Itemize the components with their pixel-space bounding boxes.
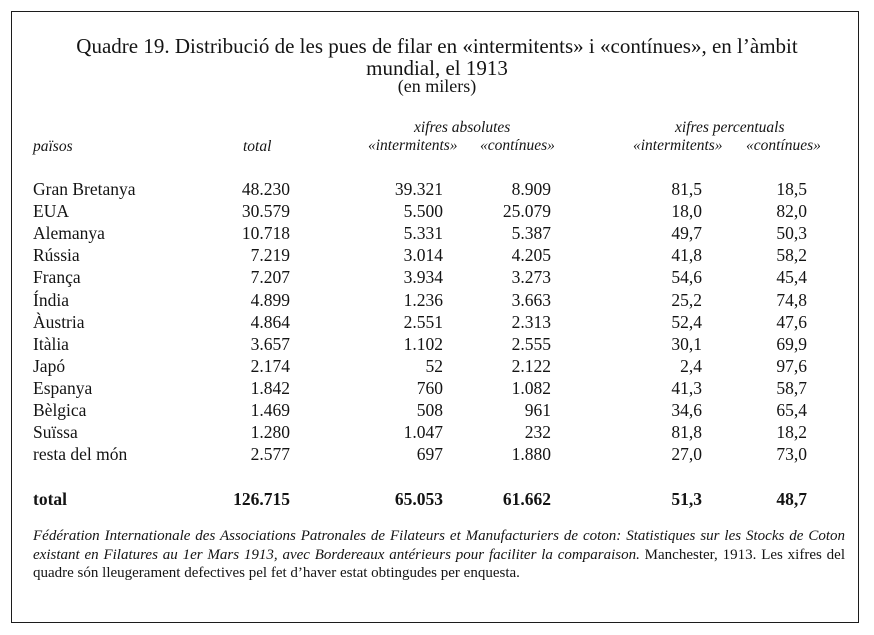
cell-abs-intermittent: 760 — [416, 377, 443, 398]
cell-total: 4.899 — [250, 289, 290, 310]
cell-pct-intermittent: 41,8 — [671, 245, 702, 266]
cell-total: 3.657 — [250, 333, 290, 354]
cell-pct-continuous: 47,6 — [776, 311, 807, 332]
cell-pct-continuous: 65,4 — [776, 400, 807, 420]
header-absolute: xifres absolutes — [414, 119, 511, 136]
header-total: total — [243, 138, 272, 155]
table-title-line1: Quadre 19. Distribució de les pues de filar en «intermitents» i «contínues», en l’àmbit — [76, 34, 798, 58]
cell-pct-intermittent: 18,0 — [671, 201, 702, 222]
cell-abs-continuous: 5.387 — [511, 223, 551, 244]
cell-pct-continuous: 48,7 — [776, 489, 807, 509]
cell-abs-intermittent: 5.331 — [403, 223, 443, 244]
cell-abs-continuous: 4.205 — [511, 245, 551, 266]
cell-total: 2.577 — [250, 444, 290, 465]
cell-pct-continuous: 58,7 — [776, 377, 807, 398]
cell-pct-continuous: 18,5 — [776, 179, 807, 199]
cell-total: 126.715 — [233, 489, 290, 509]
cell-total: 7.207 — [250, 267, 290, 288]
cell-abs-continuous: 961 — [524, 400, 551, 420]
cell-country: Japó — [33, 355, 66, 376]
table-unit: (en milers) — [397, 76, 477, 96]
cell-pct-continuous: 50,3 — [776, 223, 807, 244]
cell-abs-intermittent: 1.102 — [403, 333, 443, 354]
cell-country: total — [33, 489, 68, 509]
cell-abs-continuous: 25.079 — [502, 201, 551, 222]
header-abs-intermittent: «intermitents» — [368, 137, 458, 154]
cell-pct-intermittent: 41,3 — [671, 377, 702, 398]
cell-country: Alemanya — [33, 223, 105, 244]
cell-country: EUA — [33, 201, 69, 222]
source-citation: Fédération Internationale des Associations Patronales de Filateurs et Manufacturiers de coton: Statistiques sur les Stocks de Coton existant en Filatures au 1er Mars 1913, avec Bordereaux antérieurs pour faciliter la comparaison. — [33, 528, 845, 563]
cell-total: 48.230 — [241, 179, 290, 199]
cell-pct-continuous: 69,9 — [776, 333, 807, 354]
cell-pct-continuous: 58,2 — [776, 245, 807, 266]
cell-pct-continuous: 82,0 — [776, 201, 807, 222]
cell-abs-continuous: 3.273 — [511, 267, 551, 288]
header-abs-continuous: «contínues» — [480, 137, 555, 154]
cell-abs-continuous: 2.555 — [511, 333, 551, 354]
header-country: països — [33, 138, 73, 155]
cell-total: 1.842 — [250, 377, 290, 398]
cell-abs-intermittent: 39.321 — [394, 179, 443, 199]
header-pct-continuous: «contínues» — [746, 137, 821, 154]
cell-pct-intermittent: 30,1 — [671, 333, 702, 354]
cell-country: Gran Bretanya — [33, 179, 136, 199]
cell-country: Itàlia — [33, 333, 69, 354]
cell-abs-continuous: 2.122 — [511, 355, 551, 376]
header-pct-intermittent: «intermitents» — [633, 137, 723, 154]
cell-abs-continuous: 1.880 — [511, 444, 551, 465]
cell-abs-intermittent: 697 — [416, 444, 443, 465]
cell-abs-continuous: 1.082 — [511, 377, 551, 398]
cell-total: 4.864 — [250, 311, 290, 332]
cell-pct-intermittent: 2,4 — [680, 355, 702, 376]
cell-total: 1.280 — [250, 422, 290, 443]
cell-pct-intermittent: 49,7 — [671, 223, 702, 244]
cell-abs-intermittent: 5.500 — [403, 201, 443, 222]
cell-abs-intermittent: 52 — [425, 355, 443, 376]
cell-pct-continuous: 73,0 — [776, 444, 807, 465]
cell-abs-continuous: 2.313 — [511, 311, 551, 332]
cell-abs-intermittent: 2.551 — [403, 311, 443, 332]
cell-abs-intermittent: 65.053 — [394, 489, 443, 509]
cell-pct-continuous: 18,2 — [776, 422, 807, 443]
cell-pct-continuous: 97,6 — [776, 355, 807, 376]
cell-country: Suïssa — [33, 422, 78, 443]
header-percent: xifres percentuals — [675, 119, 785, 136]
cell-pct-intermittent: 25,2 — [671, 289, 702, 310]
cell-pct-intermittent: 34,6 — [671, 400, 702, 420]
cell-country: Àustria — [33, 311, 85, 332]
cell-country: Índia — [33, 289, 69, 310]
cell-total: 2.174 — [250, 355, 290, 376]
cell-abs-continuous: 61.662 — [502, 489, 551, 509]
cell-pct-continuous: 74,8 — [776, 289, 807, 310]
cell-country: Espanya — [33, 377, 93, 398]
cell-pct-intermittent: 51,3 — [671, 489, 702, 509]
cell-abs-intermittent: 1.236 — [403, 289, 443, 310]
cell-country: Bèlgica — [33, 400, 87, 420]
cell-abs-intermittent: 3.014 — [403, 245, 443, 266]
table-title-line2: mundial, el 1913 — [366, 56, 508, 80]
cell-pct-intermittent: 27,0 — [671, 444, 702, 465]
cell-pct-intermittent: 52,4 — [671, 311, 702, 332]
cell-country: França — [33, 267, 81, 288]
cell-total: 1.469 — [250, 400, 290, 420]
cell-country: resta del món — [33, 444, 128, 465]
cell-total: 7.219 — [250, 245, 290, 266]
cell-pct-intermittent: 81,5 — [671, 179, 702, 199]
cell-pct-intermittent: 81,8 — [671, 422, 702, 443]
cell-pct-intermittent: 54,6 — [671, 267, 702, 288]
cell-total: 10.718 — [241, 223, 290, 244]
cell-abs-continuous: 3.663 — [511, 289, 551, 310]
cell-abs-continuous: 232 — [524, 422, 551, 443]
cell-country: Rússia — [33, 245, 80, 266]
cell-abs-intermittent: 3.934 — [403, 267, 443, 288]
source-note — [33, 527, 845, 583]
cell-abs-intermittent: 508 — [416, 400, 443, 420]
cell-total: 30.579 — [241, 201, 290, 222]
cell-pct-continuous: 45,4 — [776, 267, 807, 288]
cell-abs-continuous: 8.909 — [511, 179, 551, 199]
source-remark: Manchester, 1913. Les xifres del quadre són lleugerament defectives pel fet d’haver estat obtingudes per enquesta. — [33, 546, 845, 581]
cell-abs-intermittent: 1.047 — [403, 422, 443, 443]
